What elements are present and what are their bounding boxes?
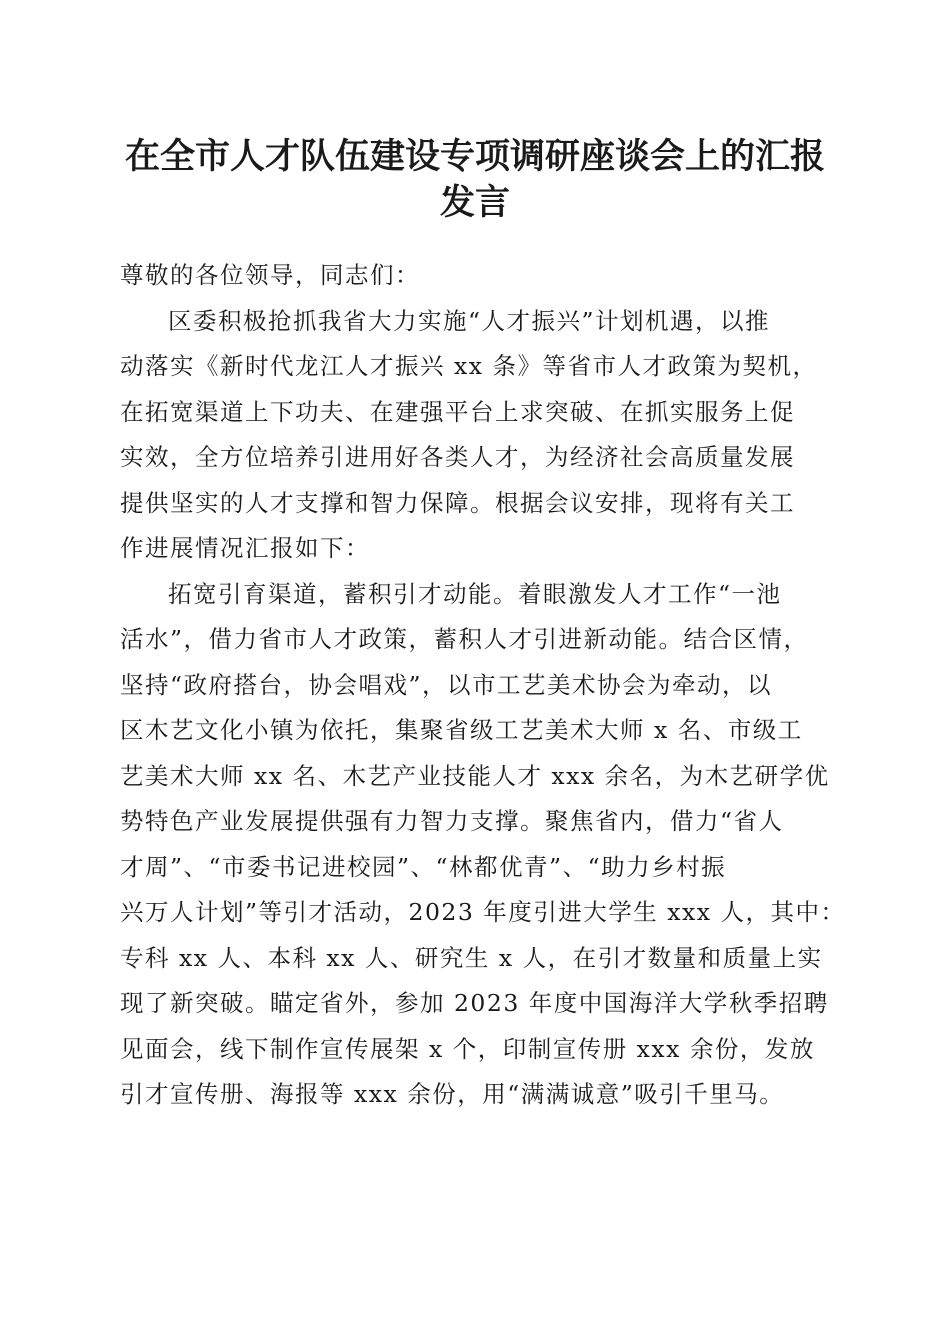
greeting: 尊敬的各位领导，同志们：: [120, 261, 420, 289]
paragraph-line: 动落实《新时代龙江人才振兴 xx 条》等省市人才政策为契机，: [120, 352, 818, 380]
paragraph-line: 势特色产业发展提供强有力智力支撑。聚焦省内，借力“省人: [120, 807, 784, 835]
paragraph-line: 专科 xx 人、本科 xx 人、研究生 x 人，在引才数量和质量上实: [120, 943, 823, 972]
paragraph-line: 现了新突破。瞄定省外，参加 2023 年度中国海洋大学秋季招聘: [120, 989, 829, 1017]
paragraph-line: 见面会，线下制作宣传展架 x 个，印制宣传册 xxx 余份，发放: [120, 1034, 815, 1063]
paragraph-line: 坚持“政府搭台，协会唱戏”，以市工艺美术协会为牵动，以: [120, 670, 773, 699]
paragraph-line: 艺美术大师 xx 名、木艺产业技能人才 xxx 余名，为木艺研学优: [120, 761, 830, 790]
paragraph-line: 提供坚实的人才支撑和智力保障。根据会议安排，现将有关工: [120, 488, 795, 517]
paragraph-line: 拓宽引育渠道，蓄积引才动能。着眼激发人才工作“一池: [168, 579, 782, 608]
title-line: 发言: [439, 182, 510, 223]
paragraph-line: 在拓宽渠道上下功夫、在建强平台上求突破、在抓实服务上促: [120, 397, 795, 426]
paragraph-line: 实效，全方位培养引进用好各类人才，为经济社会高质量发展: [120, 443, 795, 471]
paragraph-intro: [120, 299, 830, 572]
paragraph-line: 作进展情况汇报如下：: [120, 534, 370, 562]
paragraph-line: 引才宣传册、海报等 xxx 余份，用“满满诚意”吸引千里马。: [120, 1080, 785, 1108]
document-body: [120, 253, 846, 1118]
paragraph-line: 才周”、“市委书记进校园”、“林都优青”、“助力乡村振: [120, 852, 727, 881]
paragraph-line: 活水”，借力省市人才政策，蓄积人才引进新动能。结合区情，: [120, 625, 809, 653]
paragraph-talent-channels: [120, 572, 846, 1118]
paragraph-line: 兴万人计划”等引才活动，2023 年度引进大学生 xxx 人，其中：: [120, 898, 846, 926]
document-title: [100, 134, 850, 226]
title-line: 在全市人才队伍建设专项调研座谈会上的汇报: [124, 136, 825, 177]
paragraph-line: 区委积极抢抓我省大力实施“人才振兴”计划机遇，以推: [168, 306, 771, 335]
paragraph-line: 区木艺文化小镇为依托，集聚省级工艺美术大师 x 名、市级工: [120, 716, 803, 744]
